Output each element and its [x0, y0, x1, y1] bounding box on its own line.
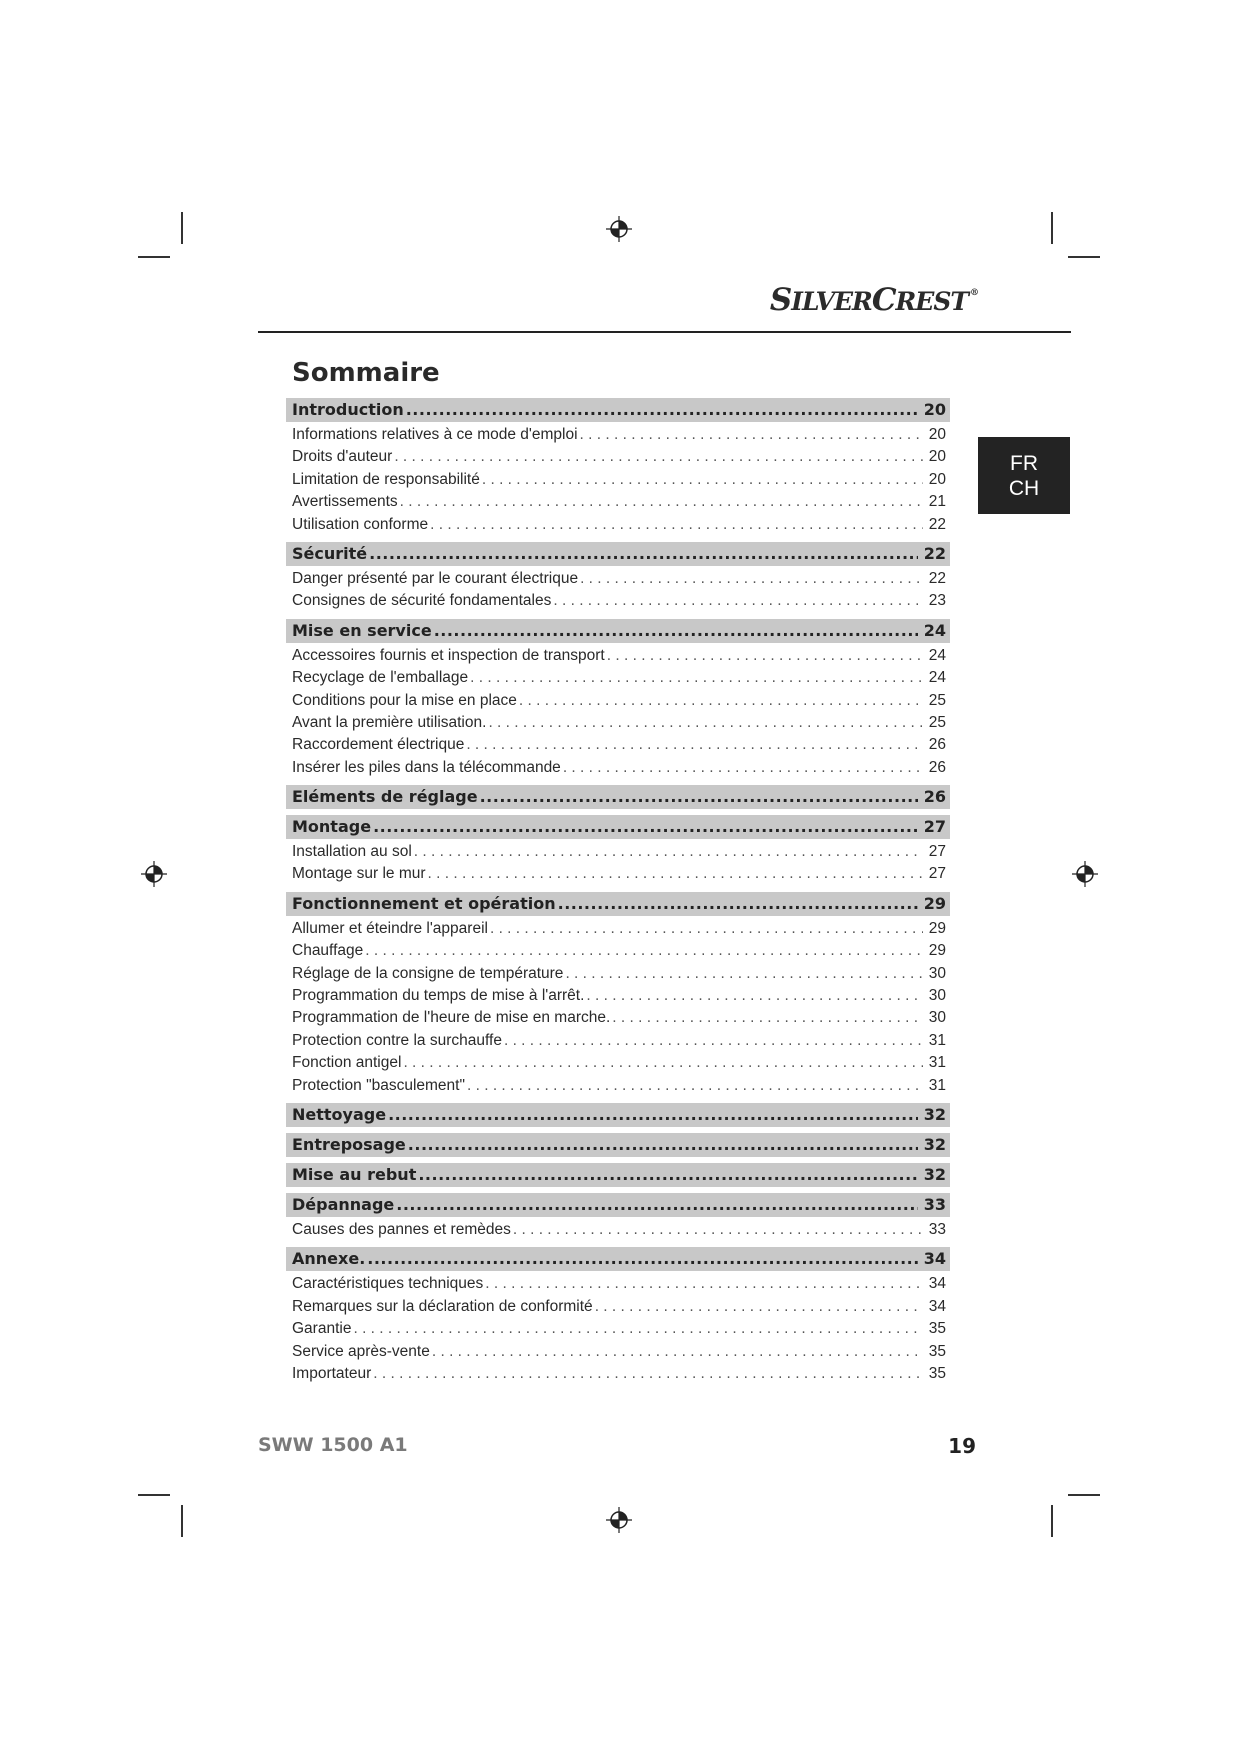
- toc-leader-dots: [563, 757, 923, 779]
- toc-leader-dots: [553, 590, 922, 612]
- toc-entry-row[interactable]: [286, 667, 950, 689]
- toc-leader-dots: [612, 1007, 922, 1029]
- toc-leader-dots: [365, 940, 923, 962]
- toc-leader-dots: [394, 446, 922, 468]
- toc-label: Insérer les piles dans la télécommande: [292, 758, 561, 776]
- toc-leader-dots: [580, 424, 923, 446]
- toc-section-row[interactable]: [286, 619, 950, 643]
- toc-label: Mise au rebut: [292, 1164, 417, 1184]
- toc-section-row[interactable]: [286, 1103, 950, 1127]
- toc-label: Fonction antigel: [292, 1054, 402, 1072]
- toc-leader-dots: [466, 734, 922, 756]
- toc-leader-dots: [353, 1318, 922, 1340]
- toc-page-number: 34: [928, 1297, 946, 1315]
- toc-page-number: 35: [928, 1364, 946, 1382]
- toc-leader-dots: [428, 863, 923, 885]
- toc-page-number: 20: [928, 470, 946, 488]
- toc-section-row[interactable]: [286, 542, 950, 566]
- toc-leader-dots: [400, 491, 923, 513]
- brand-logo-part: SILVER: [769, 282, 872, 318]
- toc-entry-row[interactable]: [286, 424, 950, 446]
- toc-page-number: 29: [928, 942, 946, 960]
- toc-label: Informations relatives à ce mode d'emploi: [292, 426, 578, 443]
- language-code: FR: [1010, 452, 1038, 475]
- toc-page-number: 22: [928, 569, 946, 587]
- toc-page-number: 33: [923, 1194, 946, 1214]
- toc-page-number: 33: [928, 1220, 946, 1238]
- toc-leader-dots: [434, 619, 918, 643]
- toc-label: Caractéristiques techniques: [292, 1275, 484, 1293]
- crop-mark: [181, 212, 183, 244]
- crop-mark: [1068, 1494, 1100, 1496]
- toc-page-number: 30: [928, 987, 946, 1005]
- toc-label: Entreposage: [292, 1134, 406, 1154]
- toc-label: Réglage de la consigne de température: [292, 964, 564, 982]
- toc-page-number: 26: [928, 758, 946, 776]
- toc-entry-row[interactable]: [286, 985, 950, 1007]
- toc-label: Protection contre la surchauffe: [292, 1031, 502, 1049]
- toc-page-number: 27: [923, 817, 946, 837]
- toc-leader-dots: [373, 815, 918, 839]
- crop-mark: [1051, 1505, 1053, 1537]
- toc-label: Droits d'auteur: [292, 448, 393, 466]
- toc-leader-dots: [504, 1030, 923, 1052]
- toc-entry-row[interactable]: [286, 1341, 950, 1363]
- toc-page-number: 25: [928, 691, 946, 709]
- toc-leader-dots: [388, 1103, 918, 1127]
- toc-leader-dots: [488, 712, 922, 734]
- toc-entry-row[interactable]: [286, 1363, 950, 1385]
- toc-label: Introduction: [292, 400, 404, 419]
- toc-entry-row[interactable]: [286, 446, 950, 468]
- brand-logo: [740, 282, 978, 318]
- crop-mark: [1051, 212, 1053, 244]
- toc-label: Annexe.: [292, 1249, 366, 1269]
- toc-entry-row[interactable]: [286, 1030, 950, 1052]
- toc-leader-dots: [470, 667, 923, 689]
- toc-leader-dots: [607, 645, 923, 667]
- toc-entry-row[interactable]: [286, 1007, 950, 1029]
- toc-label: Eléments de réglage: [292, 787, 478, 807]
- toc-leader-dots: [369, 542, 918, 566]
- toc-page-number: 26: [923, 787, 946, 807]
- toc-entry-row[interactable]: [286, 712, 950, 734]
- toc-entry-row[interactable]: [286, 1273, 950, 1295]
- toc-section-row[interactable]: [286, 1247, 950, 1271]
- toc-label: Installation au sol: [292, 843, 412, 861]
- toc-section-row[interactable]: [286, 785, 950, 809]
- toc-leader-dots: [513, 1219, 923, 1241]
- toc-label: Recyclage de l'emballage: [292, 669, 469, 687]
- table-of-contents: [286, 398, 950, 1385]
- toc-section-row[interactable]: [286, 398, 950, 422]
- toc-entry-row[interactable]: [286, 491, 950, 513]
- toc-label: Causes des pannes et remèdes: [292, 1220, 511, 1238]
- toc-leader-dots: [485, 1273, 922, 1295]
- toc-leader-dots: [565, 963, 922, 985]
- toc-page-number: 24: [923, 620, 946, 640]
- toc-leader-dots: [558, 892, 918, 916]
- brand-logo-part: CREST: [871, 282, 968, 318]
- registration-mark-icon: [141, 861, 167, 887]
- toc-page-number: 25: [928, 713, 946, 731]
- toc-label: Service après-vente: [292, 1342, 430, 1360]
- toc-entry-row[interactable]: [286, 757, 950, 779]
- toc-page-number: 29: [923, 893, 946, 913]
- toc-leader-dots: [396, 1193, 917, 1217]
- toc-leader-dots: [367, 1247, 917, 1271]
- toc-page-number: 35: [928, 1342, 946, 1360]
- toc-leader-dots: [580, 568, 923, 590]
- toc-page-number: 23: [928, 592, 946, 610]
- toc-entry-row[interactable]: [286, 841, 950, 863]
- toc-page-number: 34: [923, 1249, 946, 1269]
- toc-entry-row[interactable]: [286, 1075, 950, 1097]
- toc-page-number: 31: [928, 1054, 946, 1072]
- toc-entry-row[interactable]: [286, 1296, 950, 1318]
- toc-page-number: 24: [928, 646, 946, 664]
- toc-page-number: 20: [923, 400, 946, 419]
- language-tab: [978, 437, 1070, 514]
- toc-entry-row[interactable]: [286, 690, 950, 712]
- toc-entry-row[interactable]: [286, 645, 950, 667]
- toc-label: Importateur: [292, 1364, 372, 1382]
- toc-label: Montage sur le mur: [292, 865, 426, 883]
- toc-entry-row[interactable]: [286, 863, 950, 885]
- toc-label: Montage: [292, 817, 372, 837]
- toc-label: Fonctionnement et opération: [292, 893, 556, 913]
- header-rule: [258, 331, 1071, 333]
- toc-entry-row[interactable]: [286, 1219, 950, 1241]
- toc-leader-dots: [403, 1052, 922, 1074]
- toc-entry-row[interactable]: [286, 590, 950, 612]
- toc-entry-row[interactable]: [286, 469, 950, 491]
- toc-section-row[interactable]: [286, 815, 950, 839]
- toc-page-number: 20: [928, 448, 946, 466]
- toc-page-number: 24: [928, 669, 946, 687]
- toc-page-number: 31: [928, 1031, 946, 1049]
- toc-label: Utilisation conforme: [292, 515, 429, 533]
- toc-label: Avant la première utilisation.: [292, 713, 487, 731]
- toc-leader-dots: [490, 918, 923, 940]
- toc-section-row[interactable]: [286, 892, 950, 916]
- toc-page-number: 34: [928, 1275, 946, 1293]
- toc-leader-dots: [406, 398, 918, 422]
- toc-leader-dots: [414, 841, 923, 863]
- toc-label: Consignes de sécurité fondamentales: [292, 592, 552, 610]
- toc-leader-dots: [482, 469, 923, 491]
- registration-mark-icon: [606, 216, 632, 242]
- model-number: SWW 1500 A1: [258, 1434, 408, 1456]
- toc-leader-dots: [418, 1163, 917, 1187]
- toc-label: Garantie: [292, 1320, 352, 1338]
- toc-entry-row[interactable]: [286, 514, 950, 536]
- crop-mark: [181, 1505, 183, 1537]
- toc-label: Limitation de responsabilité: [292, 470, 480, 488]
- toc-leader-dots: [373, 1363, 922, 1385]
- toc-entry-row[interactable]: [286, 734, 950, 756]
- country-code: CH: [1008, 477, 1040, 500]
- toc-page-number: 21: [928, 493, 946, 511]
- toc-label: Conditions pour la mise en place: [292, 691, 517, 709]
- toc-label: Avertissements: [292, 493, 398, 511]
- registration-mark-icon: [1072, 861, 1098, 887]
- toc-label: Chauffage: [292, 942, 364, 960]
- toc-label: Allumer et éteindre l'appareil: [292, 919, 488, 937]
- toc-label: Danger présenté par le courant électrique: [292, 569, 579, 587]
- crop-mark: [138, 1494, 170, 1496]
- toc-label: Accessoires fournis et inspection de transport: [292, 646, 605, 664]
- toc-page-number: 27: [928, 843, 946, 861]
- toc-section-row[interactable]: [286, 1133, 950, 1157]
- toc-entry-row[interactable]: [286, 918, 950, 940]
- registered-mark: ®: [970, 288, 978, 298]
- toc-section-row[interactable]: [286, 1163, 950, 1187]
- toc-label: Nettoyage: [292, 1104, 387, 1124]
- page-number: 19: [948, 1434, 976, 1458]
- toc-label: Sécurité: [292, 543, 368, 563]
- toc-page-number: 30: [928, 1009, 946, 1027]
- toc-page-number: 30: [928, 964, 946, 982]
- crop-mark: [138, 256, 170, 258]
- toc-leader-dots: [432, 1341, 923, 1363]
- toc-label: Programmation de l'heure de mise en marche.: [292, 1009, 611, 1027]
- toc-page-number: 29: [928, 919, 946, 937]
- toc-label: Programmation du temps de mise à l'arrêt.: [292, 987, 585, 1005]
- toc-leader-dots: [408, 1133, 918, 1157]
- registration-mark-icon: [606, 1507, 632, 1533]
- toc-page-number: 35: [928, 1320, 946, 1338]
- toc-section-row[interactable]: [286, 1193, 950, 1217]
- toc-leader-dots: [467, 1075, 923, 1097]
- toc-page-number: 32: [923, 1134, 946, 1154]
- toc-entry-row[interactable]: [286, 1318, 950, 1340]
- toc-leader-dots: [480, 785, 918, 809]
- toc-label: Mise en service: [292, 620, 432, 640]
- toc-page-number: 20: [928, 426, 946, 443]
- toc-leader-dots: [519, 690, 923, 712]
- toc-label: Raccordement électrique: [292, 736, 465, 754]
- toc-page-number: 27: [928, 865, 946, 883]
- toc-page-number: 22: [923, 543, 946, 563]
- crop-mark: [1068, 256, 1100, 258]
- page-title: Sommaire: [292, 358, 440, 388]
- toc-leader-dots: [595, 1296, 923, 1318]
- toc-page-number: 26: [928, 736, 946, 754]
- toc-page-number: 32: [923, 1104, 946, 1124]
- toc-page-number: 22: [928, 515, 946, 533]
- toc-page-number: 32: [923, 1164, 946, 1184]
- toc-label: Dépannage: [292, 1194, 395, 1214]
- toc-page-number: 31: [928, 1076, 946, 1094]
- toc-leader-dots: [430, 514, 923, 536]
- toc-entry-row[interactable]: [286, 568, 950, 590]
- toc-leader-dots: [586, 985, 922, 1007]
- toc-entry-row[interactable]: [286, 1052, 950, 1074]
- toc-entry-row[interactable]: [286, 940, 950, 962]
- toc-label: Remarques sur la déclaration de conformité: [292, 1297, 593, 1315]
- toc-entry-row[interactable]: [286, 963, 950, 985]
- toc-label: Protection "basculement": [292, 1076, 465, 1094]
